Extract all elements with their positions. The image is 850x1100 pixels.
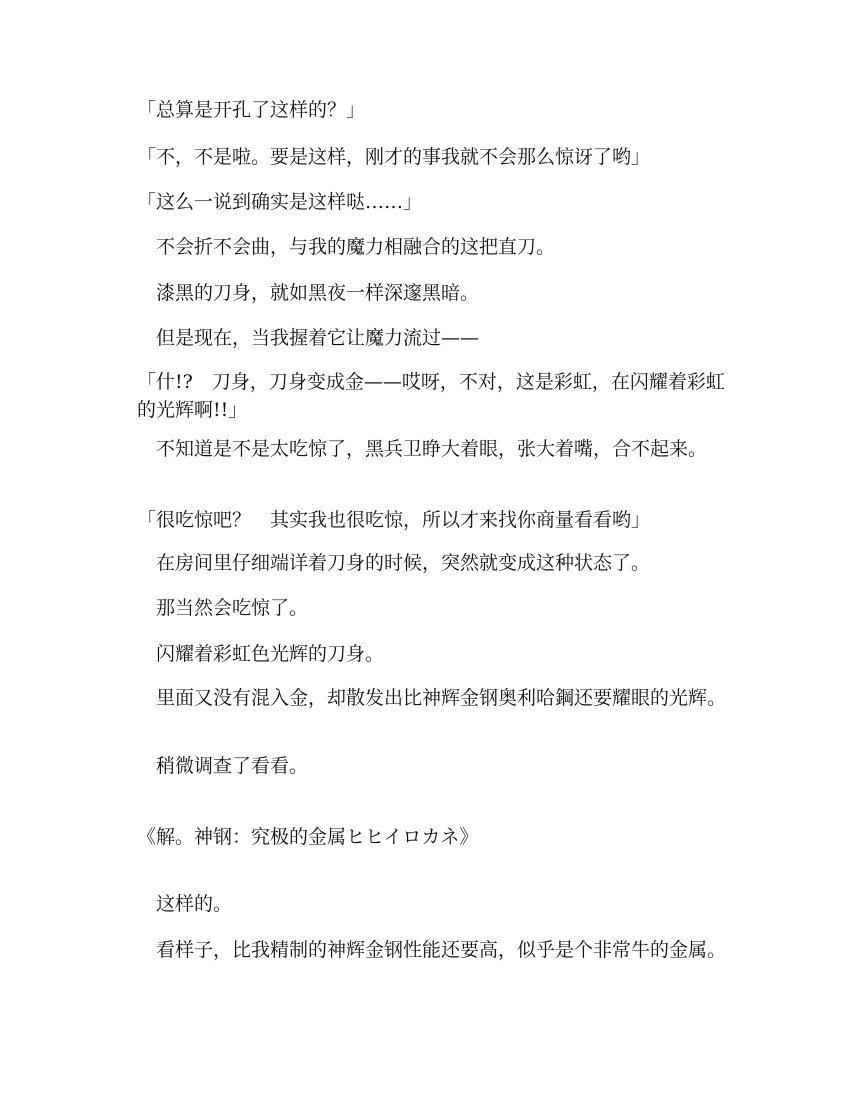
paragraph-7: 「什!? 刀身，刀身变成金——哎呀，不对，这是彩虹，在闪耀着彩虹的光辉啊!!」: [137, 371, 725, 421]
paragraph-1: 「总算是开孔了这样的？」: [137, 99, 366, 121]
paragraph-8: 不知道是不是太吃惊了，黑兵卫睁大着眼，张大着嘴，合不起来。: [137, 438, 708, 460]
paragraph-11: 那当然会吃惊了。: [137, 597, 309, 619]
paragraph-12: 闪耀着彩虹色光辉的刀身。: [137, 643, 385, 665]
paragraph-16: 看样子，比我精制的神辉金钢性能还要高，似乎是个非常牛的金属。: [137, 939, 727, 961]
paragraph-5: 漆黑的刀身，就如黑夜一样深邃黑暗。: [137, 282, 480, 304]
paragraph-10: 在房间里仔细端详着刀身的时候，突然就变成这种状态了。: [137, 552, 651, 574]
heading-kai: 《解。神钢：究极的金属ヒヒイロカネ》: [137, 826, 479, 848]
paragraph-9: 「很吃惊吧？ 其实我也很吃惊，所以才来找你商量看看哟」: [137, 509, 651, 531]
paragraph-14: 稍微调查了看看。: [137, 755, 309, 777]
paragraph-3: 「这么一说到确实是这样哒……」: [137, 191, 423, 213]
paragraph-4: 不会折不会曲，与我的魔力相融合的这把直刀。: [137, 236, 556, 258]
paragraph-13: 里面又没有混入金，却散发出比神辉金钢奥利哈鋼还要耀眼的光辉。: [137, 687, 727, 709]
paragraph-2: 「不，不是啦。要是这样，刚才的事我就不会那么惊讶了哟」: [137, 146, 651, 168]
paragraph-15: 这样的。: [137, 893, 233, 915]
paragraph-6: 但是现在，当我握着它让魔力流过——: [137, 327, 480, 349]
